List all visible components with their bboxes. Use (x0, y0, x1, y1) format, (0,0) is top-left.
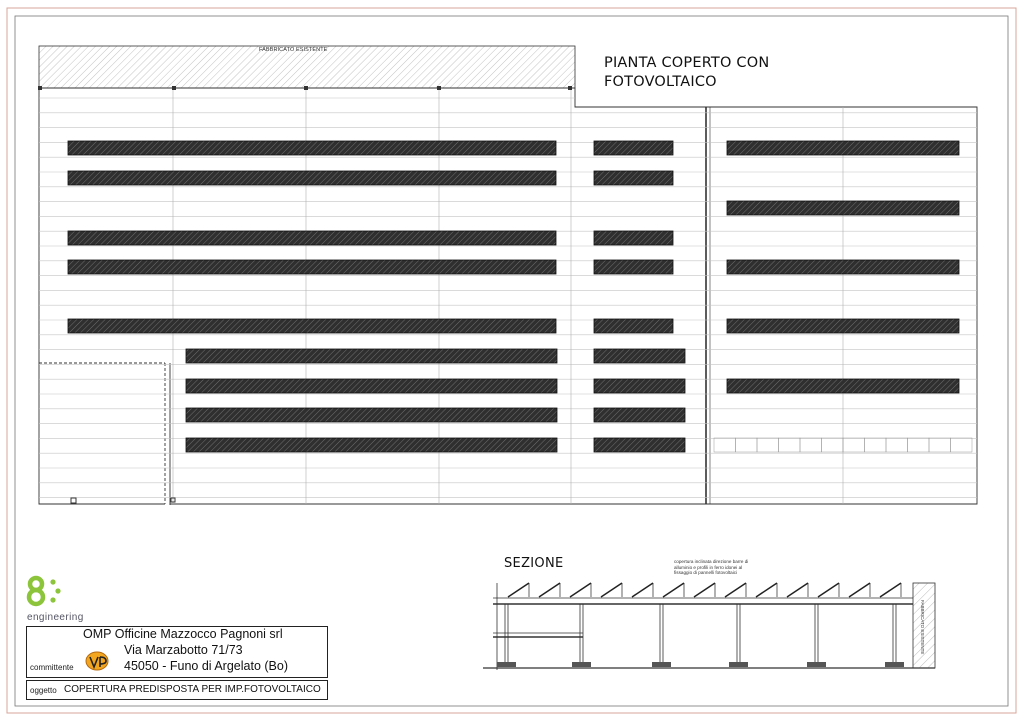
section-tilted-panel (694, 583, 715, 597)
section-tilted-panel (539, 583, 560, 597)
empty-panel-cell (714, 438, 736, 452)
section-drawing (483, 583, 935, 670)
pv-panel-row (594, 408, 685, 422)
section-tilted-panel (756, 583, 777, 597)
pv-panel-rows (68, 141, 959, 452)
empty-panel-cell (929, 438, 951, 452)
pv-panel-row (727, 319, 959, 333)
pv-panel-row (594, 260, 673, 274)
section-foundation (652, 662, 671, 667)
empty-panel-cell (822, 438, 844, 452)
drawing-title-line1: PIANTA COPERTO CON (604, 55, 770, 71)
section-tilted-panel (570, 583, 591, 597)
pv-panel-row (594, 141, 673, 155)
section-foundations (497, 662, 904, 667)
pv-panel-row (68, 319, 556, 333)
empty-panel-cell (800, 438, 822, 452)
pv-panel-row (186, 408, 557, 422)
pv-panel-row (68, 231, 556, 245)
section-foundation (807, 662, 826, 667)
empty-panel-cell (908, 438, 930, 452)
section-tilted-panels (508, 583, 901, 597)
pv-panel-row (727, 141, 959, 155)
pv-panel-row (727, 379, 959, 393)
section-tilted-panel (601, 583, 622, 597)
drawing-title (604, 54, 769, 92)
section-note: copertura inclinata direzione barre di alluminio e profili in ferro idonei al fissaggio di pannelli fotovoltaici (674, 559, 749, 576)
empty-panel-cell (779, 438, 801, 452)
company-name: OMP Officine Mazzocco Pagnoni srl (83, 627, 283, 641)
section-tilted-panel (725, 583, 746, 597)
section-tilted-panel (818, 583, 839, 597)
section-foundation (572, 662, 591, 667)
pv-panel-row (186, 349, 557, 363)
pv-panel-row (594, 349, 685, 363)
empty-panel-cell (951, 438, 973, 452)
existing-building-label: FABBRICATO ESISTENTE (259, 47, 328, 53)
pv-panel-row (594, 438, 685, 452)
pv-panel-row (594, 319, 673, 333)
pv-panel-row (186, 438, 557, 452)
pv-panel-row (727, 201, 959, 215)
oggetto-label: oggetto (30, 686, 57, 695)
address-line1: Via Marzabotto 71/73 (124, 643, 243, 657)
oggetto-value: COPERTURA PREDISPOSTA PER IMP.FOTOVOLTAICO (64, 684, 321, 695)
address-line2: 45050 - Funo di Argelato (Bo) (124, 659, 288, 673)
section-existing-label: FABBRICATO ESISTENTE (920, 600, 925, 655)
empty-panel-row (714, 438, 972, 452)
section-foundation (497, 662, 516, 667)
section-tilted-panel (508, 583, 529, 597)
company-address (124, 642, 288, 674)
pv-panel-row (594, 379, 685, 393)
pv-panel-row (727, 260, 959, 274)
empty-panel-cell (736, 438, 758, 452)
pv-panel-row (594, 231, 673, 245)
section-tilted-panel (787, 583, 808, 597)
pv-panel-row (68, 260, 556, 274)
committente-label: committente (30, 663, 74, 672)
section-foundation (885, 662, 904, 667)
pv-panel-row (594, 171, 673, 185)
empty-panel-cell (865, 438, 887, 452)
pv-panel-row (186, 379, 557, 393)
section-title: SEZIONE (504, 556, 564, 571)
pv-panel-row (68, 141, 556, 155)
drawing-title-line2: FOTOVOLTAICO (604, 74, 717, 90)
pv-panel-row (68, 171, 556, 185)
empty-panel-cell (757, 438, 779, 452)
section-tilted-panel (663, 583, 684, 597)
section-tilted-panel (632, 583, 653, 597)
section-foundation (729, 662, 748, 667)
brand-text: engineering (27, 612, 84, 623)
section-tilted-panel (880, 583, 901, 597)
empty-panel-cell (886, 438, 908, 452)
section-tilted-panel (849, 583, 870, 597)
engineering-logo (29, 578, 61, 604)
empty-panel-cell (843, 438, 865, 452)
